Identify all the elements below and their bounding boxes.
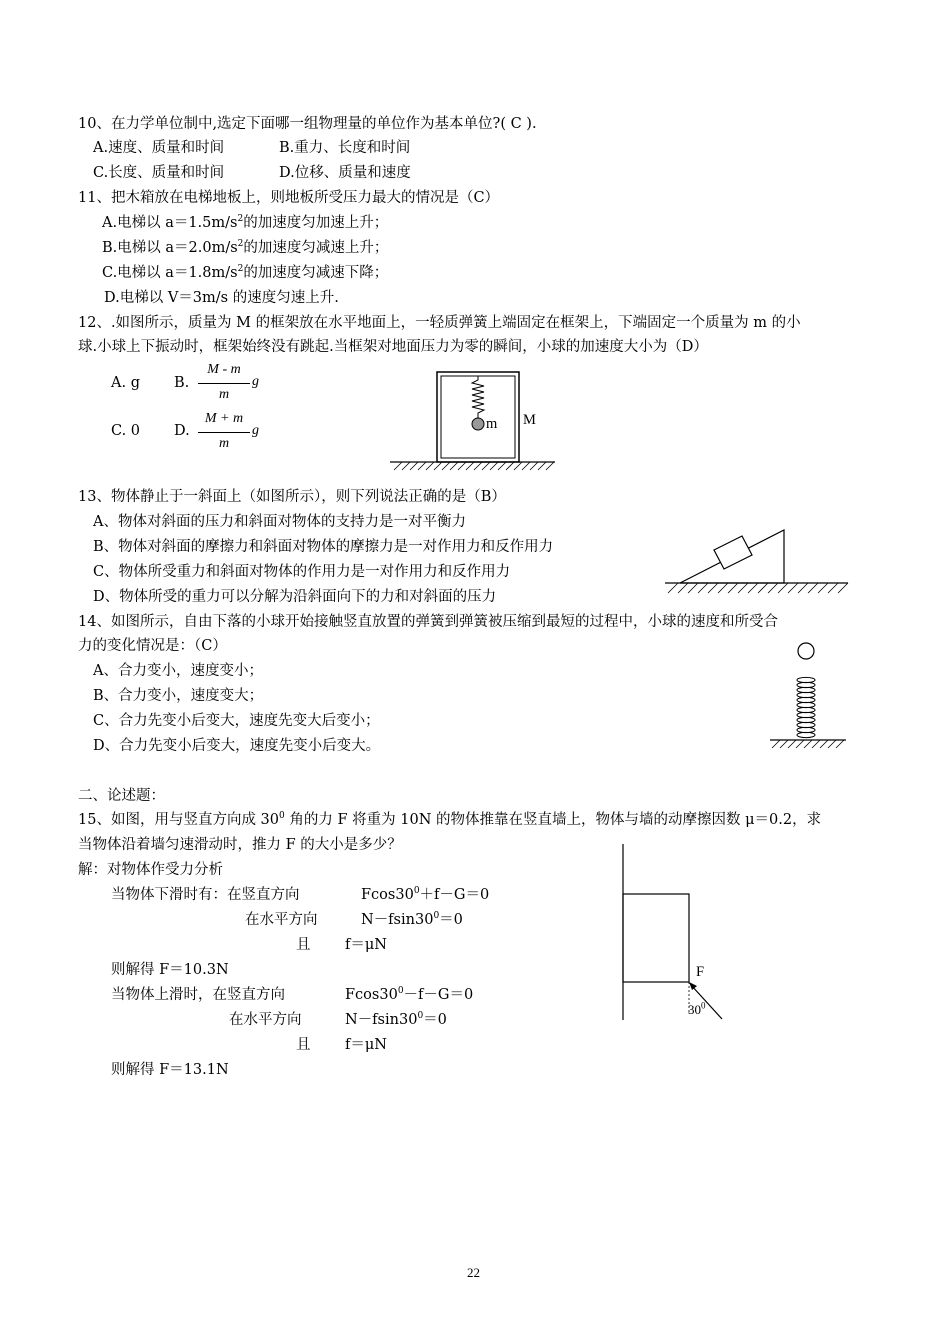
page-number: 22	[467, 1265, 480, 1280]
falling-ball	[798, 643, 814, 659]
q15-slide-up-and: 且	[296, 1037, 311, 1053]
q13-option-d: D、物体所受的重力可以分解为沿斜面向下的力和对斜面的压力	[93, 589, 497, 605]
q10-option-d: D.位移、质量和速度	[279, 165, 411, 181]
q15-stem-line2: 当物体沿着墙匀速滑动时，推力 F 的大小是多少？	[78, 837, 402, 853]
q12-option-b-numerator: M - m	[207, 362, 241, 377]
block	[714, 536, 752, 569]
q12-option-b-fraction-bar	[198, 383, 250, 384]
q12-option-d-label: D.	[174, 423, 190, 439]
q14-option-a: A、合力变小，速度变小；	[93, 663, 263, 679]
q15-slide-up-vertical-label: 当物体上滑时，在竖直方向	[111, 987, 285, 1003]
frame-mass-label: M	[523, 412, 536, 428]
q13-stem: 13、物体静止于一斜面上（如图所示），则下列说法正确的是（B）	[78, 489, 506, 505]
q15-result-2: 则解得 F＝13.1N	[111, 1062, 229, 1078]
q13-option-b: B、物体对斜面的摩擦力和斜面对物体的摩擦力是一对作用力和反作用力	[93, 539, 554, 555]
q15-slide-up-horizontal-label: 在水平方向	[229, 1012, 302, 1028]
ball-mass-label: m	[486, 416, 498, 432]
q12-option-b-denominator: m	[218, 387, 230, 402]
q12-option-d-numerator: M + m	[204, 411, 244, 426]
q15-slide-down-vertical-label: 当物体下滑时有：在竖直方向	[111, 887, 300, 903]
wall-force-figure	[610, 842, 740, 1026]
q15-stem-line1: 15、如图，用与竖直方向成 $30^0$ 角的力 F 将重为 10N 的物体推靠在竖直墙上，物体与墙的动摩擦因数 μ＝0.2，求	[78, 811, 822, 828]
ground-hatch	[772, 740, 844, 748]
q12-option-d-g: g	[252, 423, 259, 438]
q10-option-a: A.速度、质量和时间	[93, 140, 225, 156]
q15-slide-down-horizontal-equation: $N-fsin30^0=0$	[361, 911, 463, 928]
q15-solution-intro: 解：对物体作受力分析	[78, 862, 223, 878]
q12-option-c: C. 0	[111, 423, 141, 439]
q11-option-a: A.电梯以 $a=1.5m/s^2$的加速度匀加速上升；	[102, 214, 389, 231]
q12-option-b-label: B.	[174, 375, 190, 391]
q15-slide-down-friction-equation: f＝μN	[345, 937, 387, 953]
q12-stem-line2: 球.小球上下振动时，框架始终没有跳起.当框架对地面压力为零的瞬间，小球的加速度大小为（D）	[78, 339, 708, 355]
q14-stem-line2: 力的变化情况是：（C）	[78, 638, 227, 654]
q13-option-c: C、物体所受重力和斜面对物体的作用力是一对作用力和反作用力	[93, 564, 511, 580]
q11-option-c: C.电梯以 $a=1.8m/s^2$的加速度匀减速下降；	[102, 264, 389, 281]
q14-option-c: C、合力先变小后变大，速度先变大后变小；	[93, 713, 380, 729]
force-label: F	[696, 964, 705, 980]
q12-option-d-denominator: m	[218, 436, 230, 451]
q15-slide-up-horizontal-equation: $N-fsin30^0=0$	[345, 1011, 447, 1028]
spring	[472, 376, 484, 418]
q10-option-c: C.长度、质量和时间	[93, 165, 225, 181]
q10-stem: 10、在力学单位制中,选定下面哪一组物理量的单位作为基本单位?( C ).	[78, 116, 537, 132]
incline-figure	[662, 520, 852, 602]
q12-stem-line1: 12、.如图所示，质量为 M 的框架放在水平地面上，一轻质弹簧上端固定在框架上，下端固定一个质量为 m 的小	[78, 315, 801, 331]
q12-option-a: A. g	[111, 375, 140, 391]
q11-option-b: B.电梯以 $a=2.0m/s^2$的加速度匀减速上升；	[102, 239, 389, 256]
q10-option-b: B.重力、长度和时间	[279, 140, 411, 156]
q12-option-b-g: g	[252, 374, 259, 389]
q14-stem-line1: 14、如图所示，自由下落的小球开始接触竖直放置的弹簧到弹簧被压缩到最短的过程中，小球的速度和所受合	[78, 614, 778, 630]
q11-stem: 11、把木箱放在电梯地板上，则地板所受压力最大的情况是（C）	[78, 190, 500, 206]
q15-slide-up-friction-equation: f＝μN	[345, 1037, 387, 1053]
q15-slide-up-vertical-equation: $Fcos30^0-f-G=0$	[345, 986, 474, 1003]
block	[623, 894, 689, 982]
ground-hatch	[394, 462, 554, 470]
ball	[472, 418, 484, 430]
force-arrowhead	[689, 982, 697, 990]
q14-option-b: B、合力变小，速度变大；	[93, 688, 264, 704]
q12-option-d-fraction-bar	[198, 432, 250, 433]
q15-slide-down-vertical-equation: $Fcos30^0+f-G=0$	[361, 886, 490, 903]
ground-hatch	[668, 583, 848, 593]
section-2-title: 二、论述题：	[78, 788, 165, 804]
q15-slide-down-and: 且	[296, 937, 311, 953]
vertical-spring	[797, 677, 815, 737]
q14-option-d: D、合力先变小后变大，速度先变小后变大。	[93, 738, 381, 754]
angle-label: $30^0$	[688, 1000, 706, 1017]
falling-ball-spring-figure	[766, 640, 850, 752]
q13-option-a: A、物体对斜面的压力和斜面对物体的支持力是一对平衡力	[93, 514, 466, 530]
q11-option-d: D.电梯以 V＝3m/s 的速度匀速上升.	[104, 290, 339, 306]
q15-result-1: 则解得 F＝10.3N	[111, 962, 229, 978]
q15-slide-down-horizontal-label: 在水平方向	[245, 912, 318, 928]
